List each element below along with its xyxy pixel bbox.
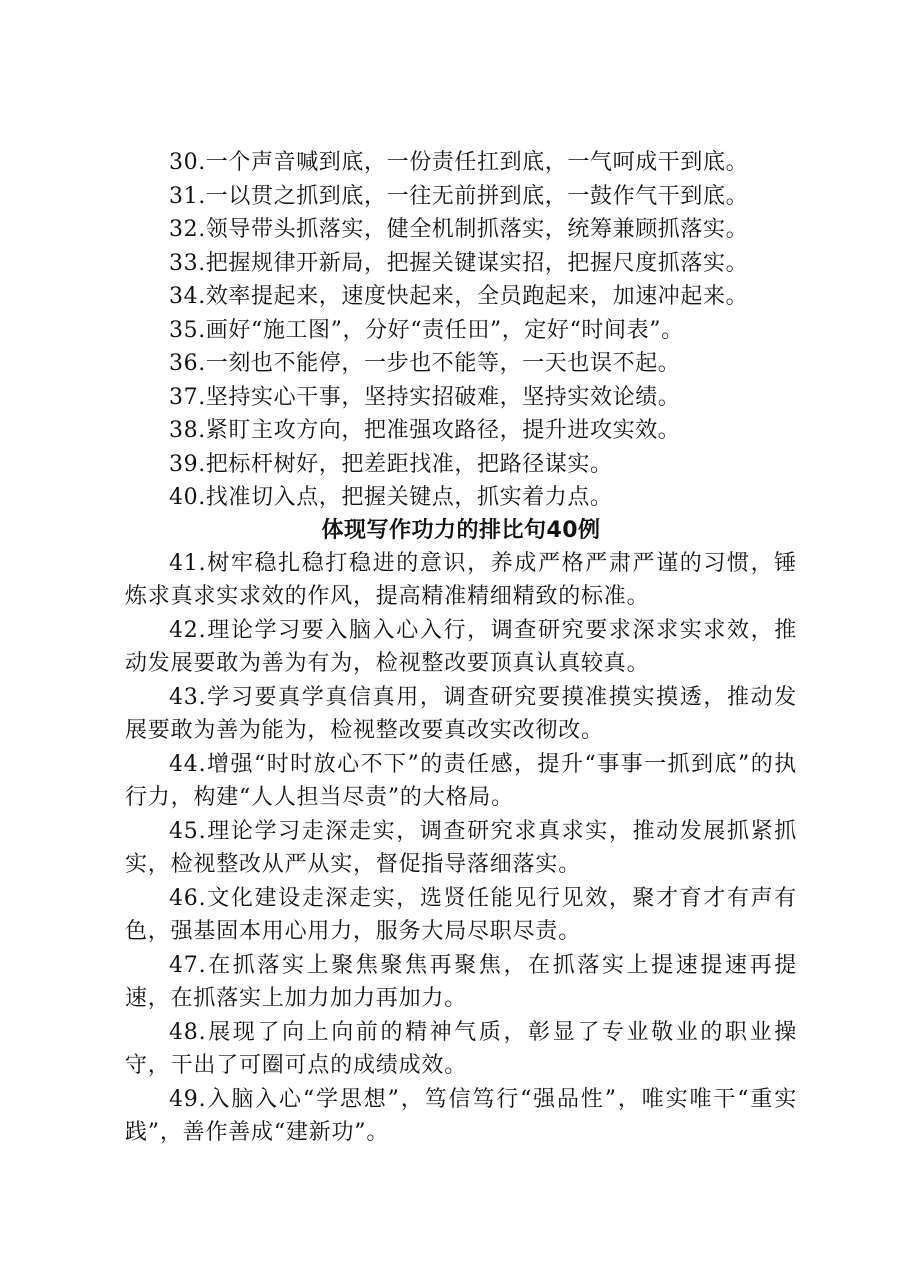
list-item: 37.坚持实心干事，坚持实招破难，坚持实效论绩。 — [169, 384, 681, 410]
paragraph-item: 41.树牢稳扎稳打稳进的意识，养成严格严肃严谨的习惯，锤炼求真求实求效的作风，提高精准精细精致的标准。 — [125, 550, 797, 609]
list-item: 34.效率提起来，速度快起来，全员跑起来，加速冲起来。 — [169, 284, 749, 309]
paragraph-item: 49.入脑入心“学思想”，笃信笃行“强品性”，唯实唯干“重实践”，善作善成“建新功”。 — [125, 1086, 797, 1145]
paragraph-item: 46.文化建设走深走实，选贤任能见行见效，聚才育才有声有色，强基固本用心用力，服务大局尽职尽责。 — [125, 885, 797, 944]
list-item: 31.一以贯之抓到底，一往无前拼到底，一鼓作气干到底。 — [169, 183, 749, 209]
list-item: 30.一个声音喊到底，一份责任扛到底，一气呵成干到底。 — [169, 150, 749, 175]
section-title: 体现写作功力的排比句40例 — [321, 517, 601, 543]
paragraph-item: 43.学习要真学真信真用，调查研究要摸准摸实摸透，推动发展要敢为善为能为，检视整改要真改实改彻改。 — [125, 684, 797, 743]
list-item: 32.领导带头抓落实，健全机制抓落实，统筹兼顾抓落实。 — [169, 217, 749, 242]
page-content — [125, 146, 797, 1150]
list-item: 40.找准切入点，把握关键点，抓实着力点。 — [169, 485, 613, 510]
paragraph-item: 47.在抓落实上聚焦聚焦再聚焦，在抓落实上提速提速再提速，在抓落实上加力加力再加力。 — [125, 952, 797, 1011]
paragraph-item: 45.理论学习走深走实，调查研究求真求实，推动发展抓紧抓实，检视整改从严从实，督促指导落细落实。 — [125, 818, 797, 877]
list-item: 33.把握规律开新局，把握关键谋实招，把握尺度抓落实。 — [169, 250, 749, 276]
paragraph-item: 44.增强“时时放心不下”的责任感，提升“事事一抓到底”的执行力，构建“人人担当尽责”的大格局。 — [125, 751, 797, 810]
list-item: 35.画好“施工图”，分好“责任田”，定好“时间表”。 — [169, 317, 684, 343]
paragraph-item: 48.展现了向上向前的精神气质，彰显了专业敬业的职业操守，干出了可圈可点的成绩成效。 — [125, 1019, 797, 1078]
paragraph-item: 42.理论学习要入脑入心入行，调查研究要求深求实求效，推动发展要敢为善为有为，检视整改要顶真认真较真。 — [125, 617, 797, 676]
list-item: 39.把标杆树好，把差距找准，把路径谋实。 — [169, 451, 613, 477]
list-item: 36.一刻也不能停，一步也不能等，一天也误不起。 — [169, 351, 681, 376]
list-item: 38.紧盯主攻方向，把准强攻路径，提升进攻实效。 — [169, 418, 681, 443]
